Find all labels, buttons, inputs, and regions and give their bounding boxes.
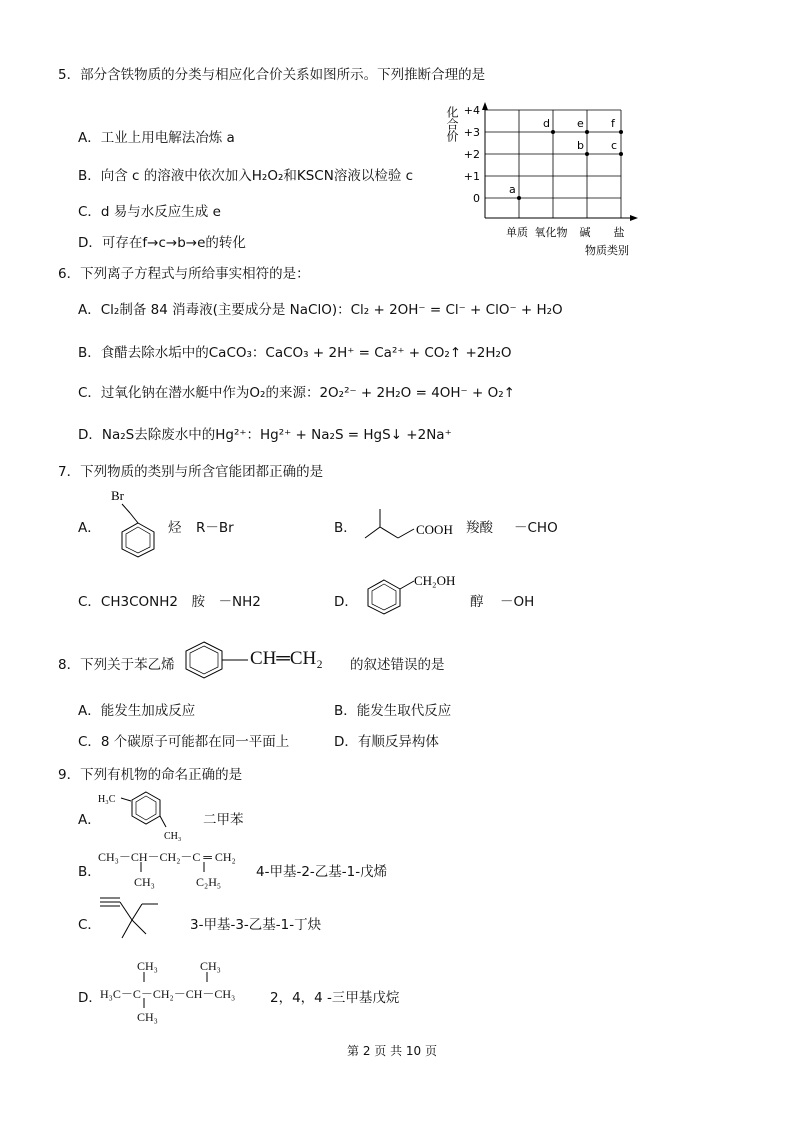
h3c-label: H₃C	[98, 794, 116, 805]
q5-option-c[interactable]: C．d 易与水反应生成 e	[78, 204, 221, 220]
ch3-label: CH₃	[164, 831, 182, 842]
point-label-d: d	[543, 117, 550, 130]
y-axis-arrow	[482, 102, 488, 110]
q9-b-bonds	[96, 862, 226, 876]
q9-b-branch-1: CH₃	[134, 875, 155, 889]
q7-option-a-letter[interactable]: A．	[78, 520, 101, 536]
x-category-label: 单质	[506, 226, 528, 239]
benzyl-alcohol-structure	[364, 568, 464, 620]
q7-d-group: －OH	[500, 594, 535, 610]
q5-option-a[interactable]: A．工业上用电解法冶炼 a	[78, 130, 235, 146]
q6-option-d[interactable]: D．Na₂S去除废水中的Hg²⁺：Hg²⁺ + Na₂S = HgS↓ +2Na⁺	[78, 427, 452, 443]
q7-stem: 7．下列物质的类别与所含官能团都正确的是	[58, 464, 324, 480]
alkyne-skeleton	[100, 892, 170, 944]
x-category-label: 氧化物	[534, 226, 568, 239]
point-label-c: c	[611, 139, 618, 152]
point-label-f: f	[611, 117, 615, 130]
y-axis-label: 化合价	[445, 106, 459, 142]
q9-d-main-chain: H₃C－C－CH₂－CH－CH₃	[100, 987, 236, 1001]
y-tick-label: +3	[463, 126, 480, 139]
q7-a-class: 烃	[168, 520, 182, 536]
q6-stem: 6．下列离子方程式与所给事实相符的是：	[58, 266, 310, 282]
q7-b-class: 羧酸	[466, 520, 493, 536]
q8-option-b[interactable]: B．能发生取代反应	[334, 703, 452, 719]
point-c	[619, 152, 623, 156]
x-category-label: 盐	[613, 226, 625, 239]
q8-option-c[interactable]: C．8 个碳原子可能都在同一平面上	[78, 734, 290, 750]
point-e	[585, 130, 589, 134]
q9-option-d-letter[interactable]: D．	[78, 990, 102, 1006]
q9-option-c-letter[interactable]: C．	[78, 917, 101, 933]
q9-b-main-chain: CH₃－CH－CH₂－C ═ CH₂	[98, 850, 236, 864]
q9-c-name: 3-甲基-3-乙基-1-丁炔	[190, 917, 322, 933]
q6-option-a[interactable]: A．Cl₂制备 84 消毒液(主要成分是 NaClO)：Cl₂ + 2OH⁻ = Cl⁻ + ClO⁻ + H₂O	[78, 302, 563, 318]
x-axis-arrow	[630, 215, 638, 221]
isovaleric-acid-structure	[360, 503, 460, 543]
cooh-label: COOH	[416, 522, 453, 537]
point-b	[585, 152, 589, 156]
q9-a-name: 二甲苯	[203, 812, 244, 828]
benzene-ring	[368, 580, 400, 614]
q9-d-top-methyl-1: CH₃	[137, 959, 158, 973]
m-xylene-structure	[96, 787, 196, 845]
q7-d-class: 醇	[470, 594, 484, 610]
q9-option-a-letter[interactable]: A．	[78, 812, 101, 828]
benzene-ring	[122, 523, 154, 557]
q7-option-b-letter[interactable]: B．	[334, 520, 357, 536]
q7-a-group: R－Br	[196, 520, 234, 536]
q6-option-b[interactable]: B．食醋去除水垢中的CaCO₃：CaCO₃ + 2H⁺ = Ca²⁺ + CO₂↑ +2H₂O	[78, 345, 512, 361]
q9-option-b-letter[interactable]: B．	[78, 864, 101, 880]
page-footer: 第 2 页 共 10 页	[347, 1044, 437, 1058]
ch2oh-label: CH₂OH	[414, 573, 456, 588]
styrene-formula: CH═CH₂	[250, 648, 323, 669]
q9-stem: 9．下列有机物的命名正确的是	[58, 767, 243, 783]
q7-b-group: －CHO	[514, 520, 558, 536]
q6-option-c[interactable]: C．过氧化钠在潜水艇中作为O₂的来源：2O₂²⁻ + 2H₂O = 4OH⁻ + O₂↑	[78, 385, 515, 401]
valence-chart	[440, 98, 640, 260]
q7-option-c[interactable]: C．CH3CONH2 胺 －NH2	[78, 594, 261, 610]
br-label: Br	[111, 488, 124, 503]
q5-stem: 5．部分含铁物质的分类与相应化合价关系如图所示。下列推断合理的是	[58, 67, 486, 83]
q9-d-top-methyl-2: CH₃	[200, 959, 221, 973]
y-tick-label: +1	[463, 170, 480, 183]
q9-d-name: 2，4，4 -三甲基戊烷	[270, 990, 400, 1006]
point-a	[517, 196, 521, 200]
x-category-label: 碱	[579, 226, 591, 239]
q7-option-d-letter[interactable]: D．	[334, 594, 358, 610]
q9-b-branch-2: C₂H₅	[196, 875, 222, 889]
q8-option-a[interactable]: A．能发生加成反应	[78, 703, 196, 719]
y-tick-label: +2	[463, 148, 480, 161]
q8-stem-pre: 8．下列关于苯乙烯	[58, 657, 175, 673]
q5-option-d[interactable]: D．可存在f→c→b→e的转化	[78, 235, 246, 251]
q8-option-d[interactable]: D．有顺反异构体	[334, 734, 439, 750]
q9-d-bottom-methyl: CH₃	[137, 1010, 158, 1024]
point-d	[551, 130, 555, 134]
x-axis-label: 物质类别	[585, 244, 629, 257]
y-tick-label: +4	[463, 104, 480, 117]
point-label-e: e	[577, 117, 584, 130]
y-tick-label: 0	[473, 192, 480, 205]
point-label-a: a	[509, 183, 516, 196]
styrene-benzene-ring	[180, 639, 250, 681]
q5-option-b[interactable]: B．向含 c 的溶液中依次加入H₂O₂和KSCN溶液以检验 c	[78, 168, 414, 184]
benzyl-bromide-structure	[108, 487, 168, 559]
q9-b-name: 4-甲基-2-乙基-1-戊烯	[256, 864, 388, 880]
point-label-b: b	[577, 139, 584, 152]
q8-stem-post: 的叙述错误的是	[350, 657, 445, 673]
point-f	[619, 130, 623, 134]
